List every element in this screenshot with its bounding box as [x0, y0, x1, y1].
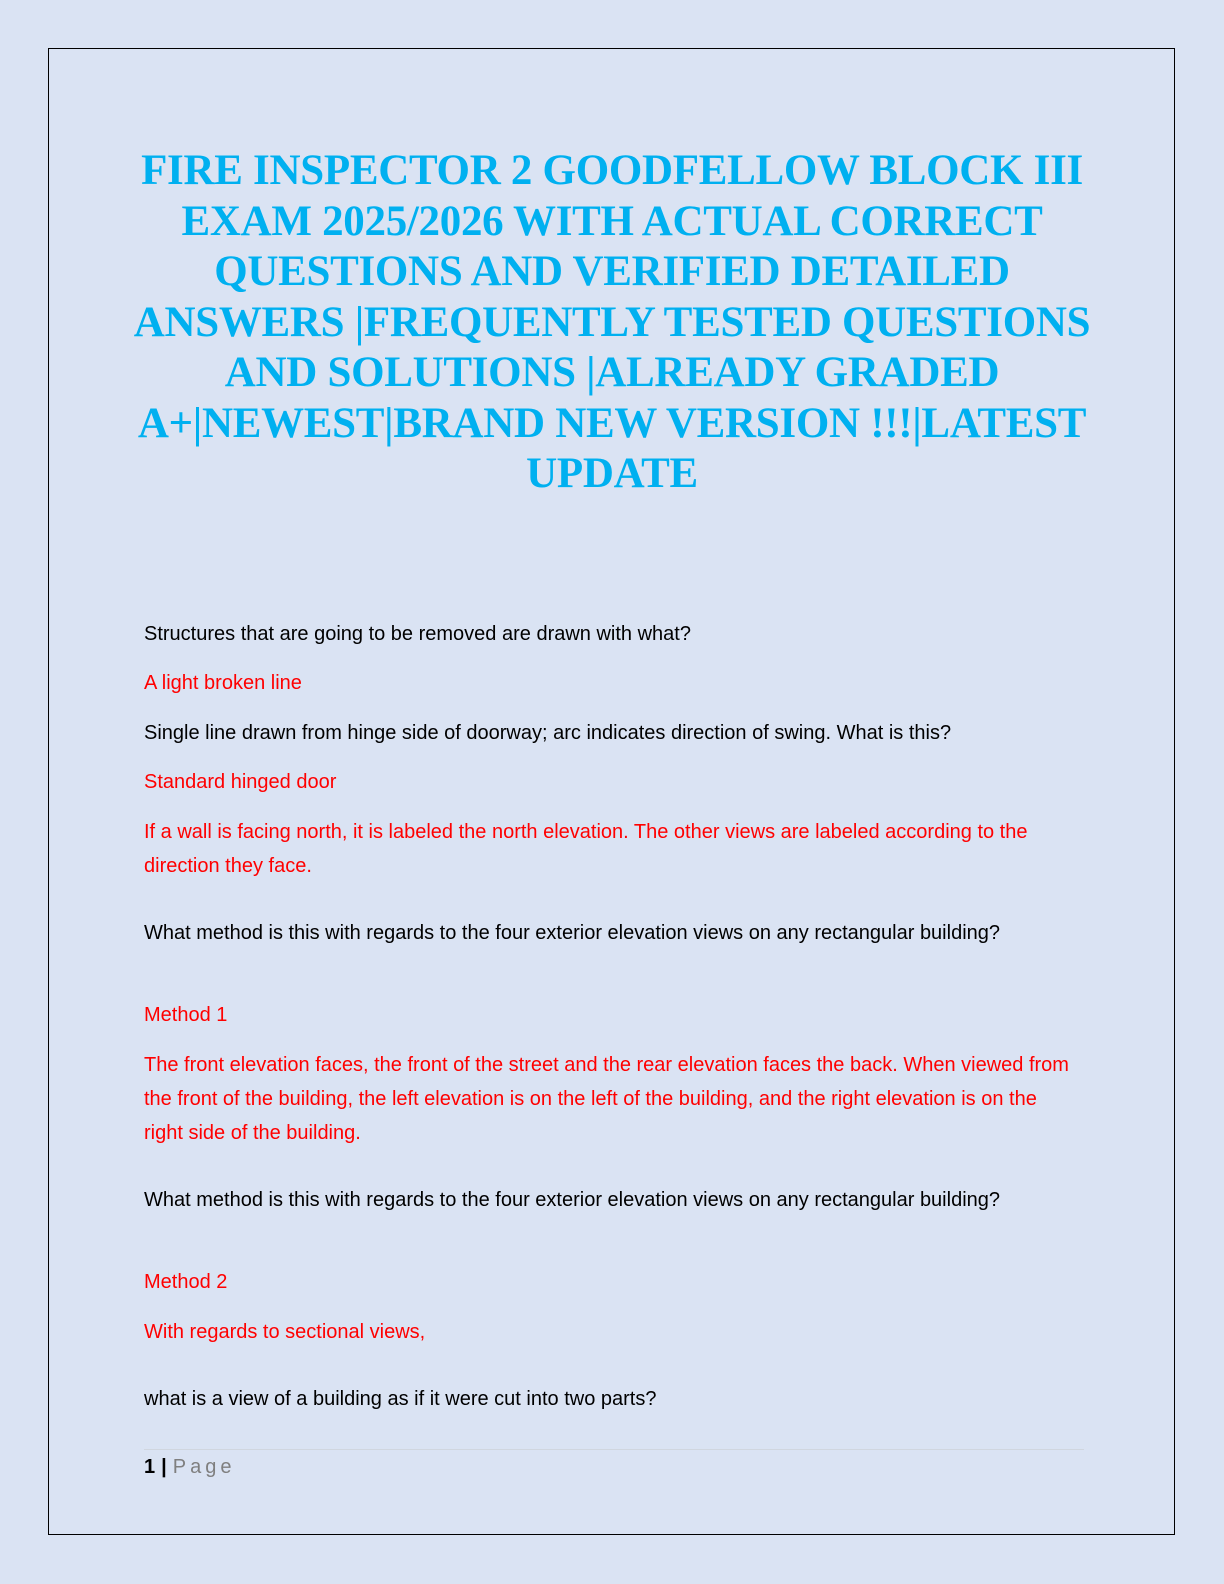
question-line: What method is this with regards to the four exterior elevation views on any rectangular building? — [144, 922, 1001, 944]
question-line: Single line drawn from hinge side of doorway; arc indicates direction of swing. What is this? — [144, 722, 952, 744]
answer-line: If a wall is facing north, it is labeled the north elevation. The other views are labeled according to the direction they face. — [144, 821, 1028, 877]
page-number: 1 — [144, 1456, 156, 1478]
answer-line: The front elevation faces, the front of the street and the rear elevation faces the back. When viewed from the front of the building, the left elevation is on the left of the building, and the right elevation is on the right side of the building. — [144, 1054, 1069, 1144]
question-line: What method is this with regards to the four exterior elevation views on any rectangular building? — [144, 1189, 1001, 1211]
question-line: Structures that are going to be removed are drawn with what? — [144, 623, 691, 645]
answer-line: Standard hinged door — [144, 771, 337, 793]
answer-line: Method 1 — [144, 1004, 228, 1026]
page-label: Page — [172, 1456, 236, 1478]
page-footer — [144, 1454, 235, 1480]
question-line: what is a view of a building as if it were cut into two parts? — [144, 1388, 657, 1410]
footer-divider — [144, 1449, 1084, 1450]
footer-separator: | — [161, 1456, 167, 1478]
answer-line: Method 2 — [144, 1271, 228, 1293]
document-title: FIRE INSPECTOR 2 GOODFELLOW BLOCK III EXAM 2025/2026 WITH ACTUAL CORRECT QUESTIONS AND VERIFIED DETAILED ANSWERS |FREQUENTLY TESTED QUESTIONS AND SOLUTIONS |ALREADY GRADED A+|NEWEST|BRAND NEW VERSION !!!|LATEST UPDATE — [133, 147, 1091, 497]
answer-line: With regards to sectional views, — [144, 1321, 426, 1343]
answer-line: A light broken line — [144, 672, 302, 694]
